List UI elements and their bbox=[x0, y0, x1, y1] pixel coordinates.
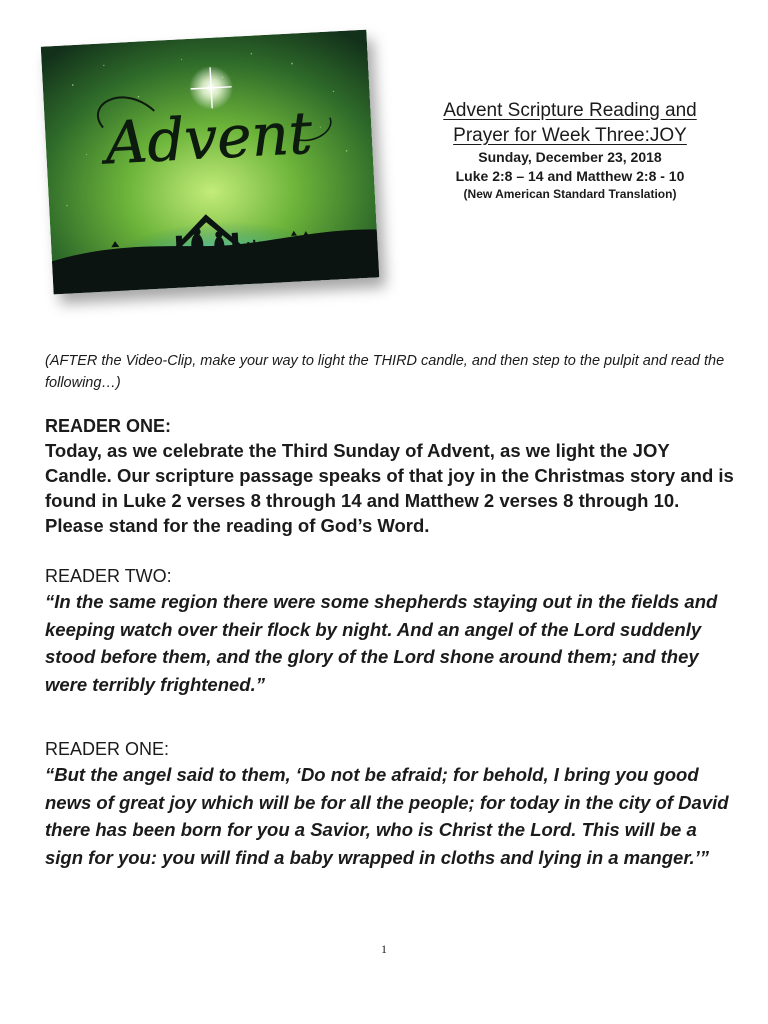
title-line-1: Advent Scripture Reading and bbox=[443, 100, 697, 121]
page-title bbox=[400, 98, 740, 148]
stage-instruction: (AFTER the Video-Clip, make your way to light the THIRD candle, and then step to the pulpit and read the following…) bbox=[45, 353, 725, 391]
scripture-text: “But the angel said to them, ‘Do not be afraid; for behold, I bring you good news of great joy which will be for all the people; for today in the city of David there has been born for you a Savior, who is Christ the Lord. This will be a sign for you: you will find a baby wrapped in cloths and lying in a manger.’” bbox=[45, 764, 729, 868]
reading-section-1 bbox=[45, 414, 735, 538]
service-date: Sunday, December 23, 2018 bbox=[478, 149, 662, 165]
advent-nativity-image bbox=[41, 30, 380, 295]
document-heading bbox=[400, 98, 740, 202]
reading-section-3 bbox=[45, 737, 735, 871]
scripture-passages: Luke 2:8 – 14 and Matthew 2:8 - 10 bbox=[455, 168, 685, 184]
reader-label: READER ONE: bbox=[45, 416, 172, 436]
advent-nativity-graphic bbox=[41, 30, 380, 295]
reading-text: Today, as we celebrate the Third Sunday of Advent, as we light the JOY Candle. Our scripture passage speaks of that joy in the Christmas story and is found in Luke 2 verses 8 through 14 and Matthew 2 verses 8 through 10. Please stand for the reading of God’s Word. bbox=[45, 440, 734, 536]
reader-label: READER ONE: bbox=[45, 739, 170, 759]
advent-word: Advent bbox=[103, 98, 314, 178]
reading-section-2 bbox=[45, 564, 735, 698]
title-line-2: Prayer for Week Three:JOY bbox=[453, 125, 687, 146]
translation-note: (New American Standard Translation) bbox=[463, 187, 677, 201]
reader-label: READER TWO: bbox=[45, 566, 172, 586]
scripture-text: “In the same region there were some shepherds staying out in the fields and keeping watch over their flock by night. And an angel of the Lord suddenly stood before them, and the glory of the Lord shone around them; and they were terribly frightened.” bbox=[45, 591, 718, 695]
page-number: 1 bbox=[381, 942, 387, 956]
